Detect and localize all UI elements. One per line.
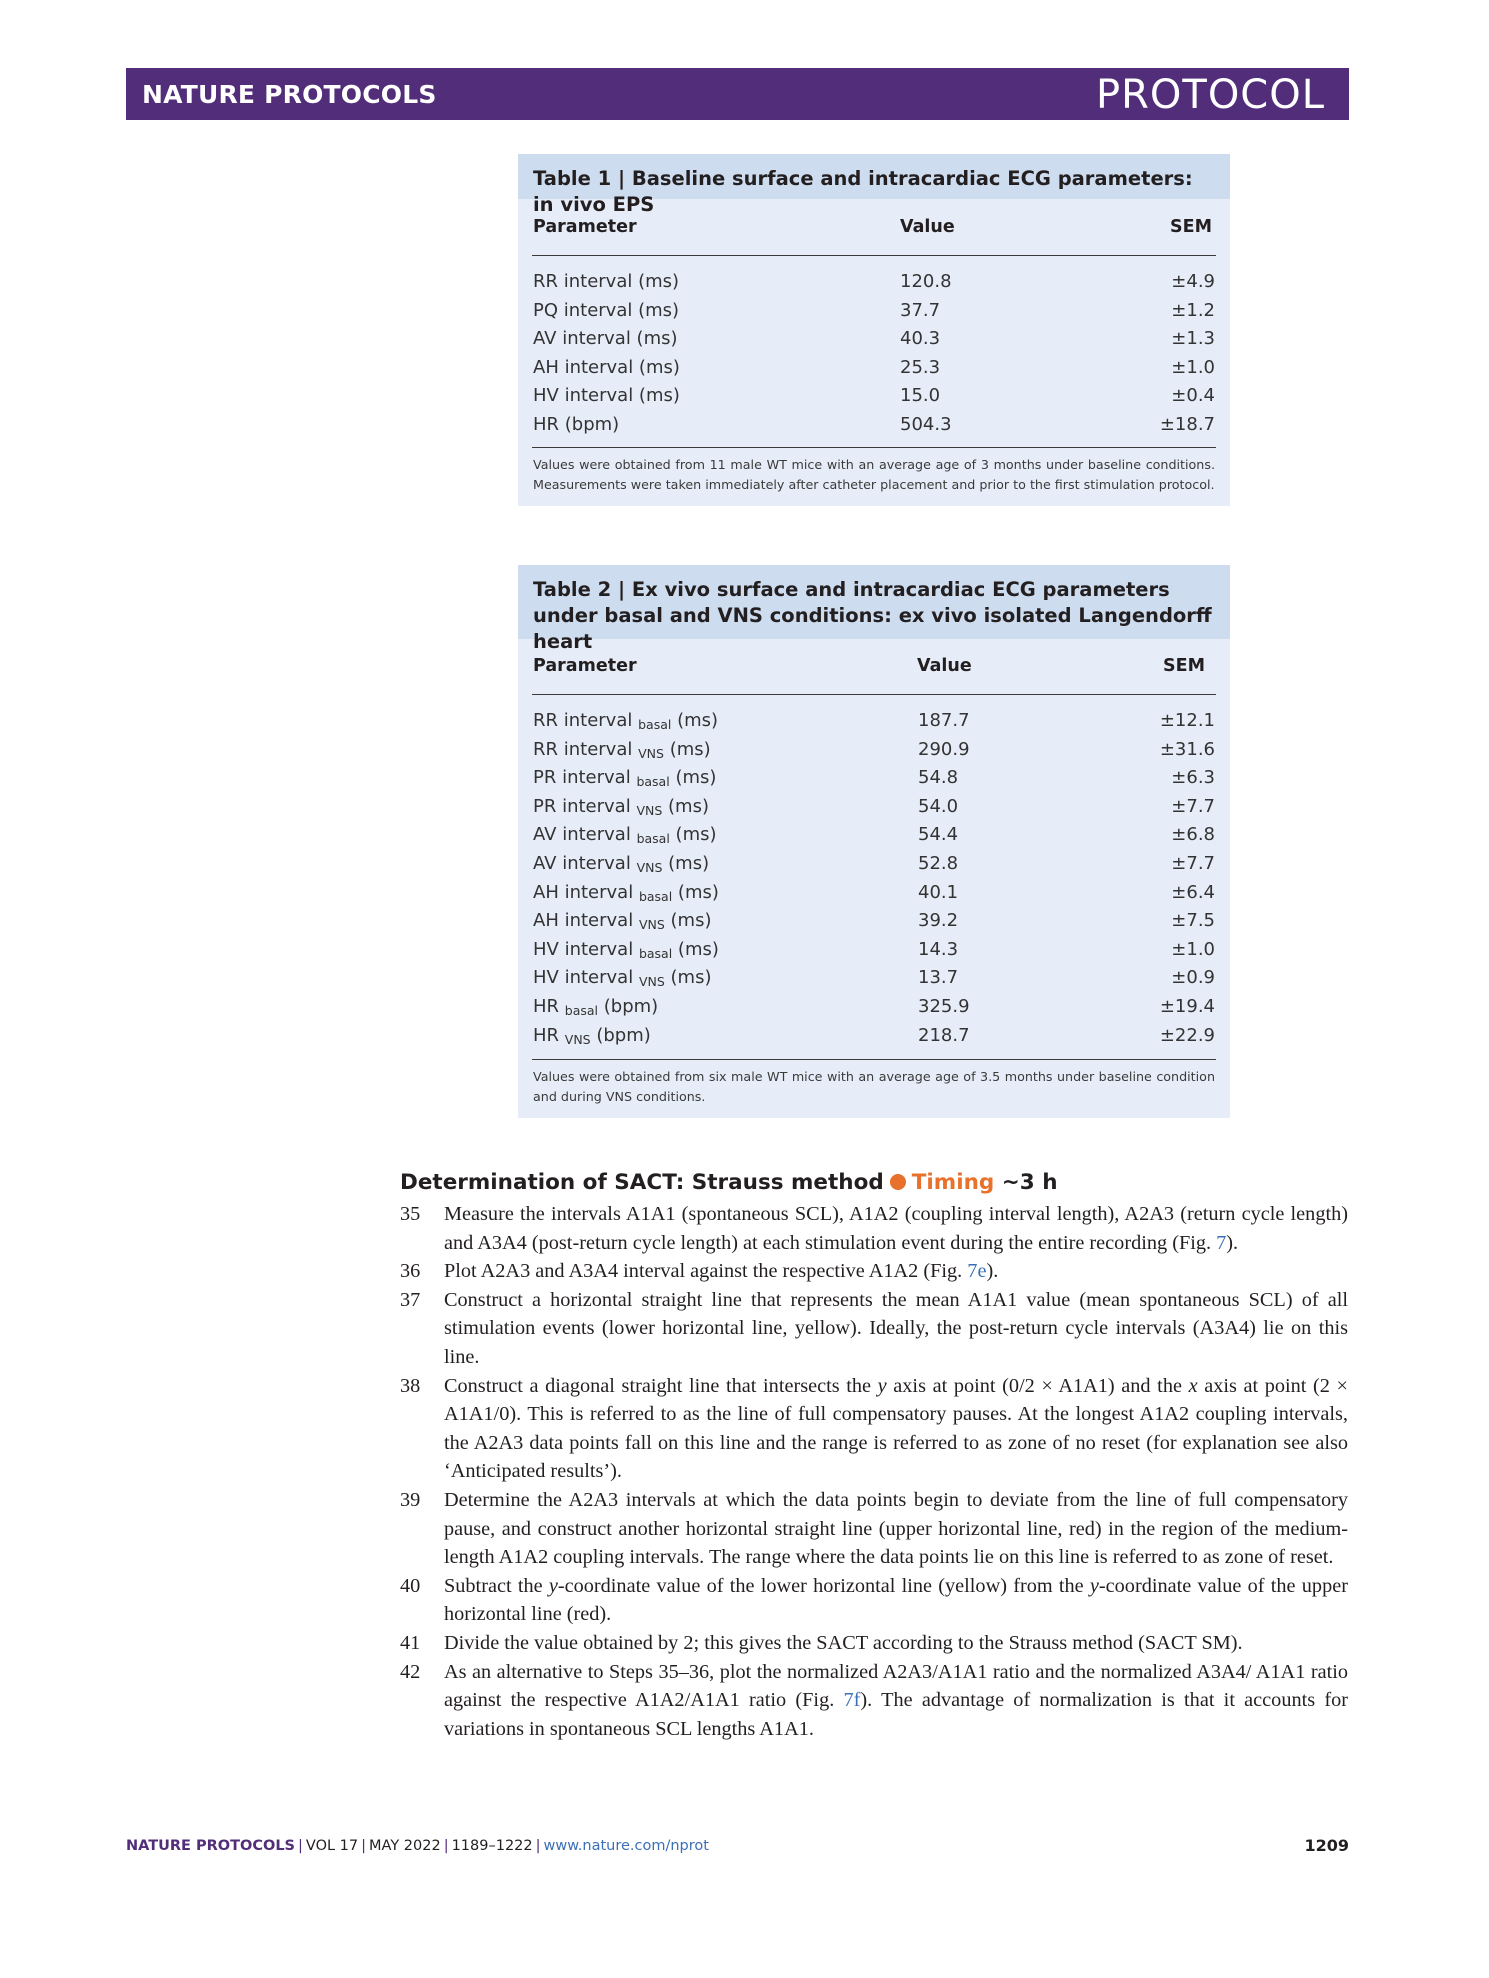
table-1-value: 40.3 — [900, 328, 941, 350]
table-2-param-name: HR — [533, 996, 560, 1017]
table-2-param-name: RR interval — [533, 738, 633, 760]
table-1-number: Table 1 | — [533, 167, 626, 190]
figure-link[interactable]: 7f — [843, 1689, 861, 1712]
table-2 — [518, 565, 1230, 1118]
table-1-parameter: PQ interval (ms) — [533, 299, 680, 321]
section-heading — [400, 1170, 1058, 1195]
table-2-param-unit: (ms) — [677, 710, 719, 731]
table-2-row — [533, 882, 1215, 910]
table-2-parameter — [533, 710, 718, 732]
procedure-step — [400, 1372, 1348, 1486]
header-banner — [126, 68, 1349, 120]
table-1-row — [533, 385, 1215, 413]
table-2-parameter — [533, 1025, 651, 1047]
table-1-value: 25.3 — [900, 356, 941, 378]
table-2-param-condition: VNS — [636, 860, 663, 875]
table-2-parameter — [533, 853, 709, 875]
step-text: ). — [1226, 1231, 1239, 1254]
table-1-sem: ±1.2 — [1171, 299, 1215, 321]
table-2-value: 40.1 — [918, 881, 959, 903]
page-number: 1209 — [1304, 1836, 1349, 1855]
step-text: Subtract the — [444, 1574, 549, 1597]
table-2-param-condition: basal — [638, 945, 673, 961]
table-1-value: 37.7 — [900, 299, 941, 321]
procedure-step — [400, 1286, 1348, 1372]
procedure-step — [400, 1572, 1348, 1629]
table-2-row — [533, 710, 1215, 738]
table-1-note: Values were obtained from 11 male WT mice with an average age of 3 months under baseline conditions. Measurements were taken immediately after catheter placement and prior to the first stimulation protocol. — [533, 457, 1215, 492]
table-2-param-condition: basal — [638, 717, 672, 732]
footer-date: MAY 2022 — [369, 1838, 441, 1854]
table-2-value: 325.9 — [918, 996, 970, 1017]
table-2-param-unit: (ms) — [670, 910, 712, 932]
table-2-param-name: RR interval — [533, 710, 633, 731]
table-2-param-name: AV interval — [533, 824, 631, 846]
step-number: 37 — [400, 1288, 421, 1311]
table-2-value: 52.8 — [918, 853, 959, 874]
table-1-title: Baseline surface and intracardiac ECG parameters: in vivo EPS — [533, 167, 1193, 216]
table-2-value: 54.8 — [918, 767, 959, 789]
table-2-param-name: AV interval — [533, 853, 631, 874]
step-number: 38 — [400, 1374, 421, 1397]
table-1-header-rule — [532, 255, 1216, 256]
step-number: 42 — [400, 1660, 421, 1683]
table-1-sem: ±1.0 — [1171, 356, 1215, 378]
table-1-parameter: AH interval (ms) — [533, 356, 680, 378]
table-2-sem: ±7.5 — [1171, 910, 1215, 932]
table-2-row — [533, 739, 1215, 767]
step-text: Construct a diagonal straight line that intersects the — [444, 1374, 878, 1397]
table-2-caption — [518, 565, 1230, 653]
table-1-row — [533, 271, 1215, 299]
table-2-param-name: PR interval — [533, 767, 631, 789]
table-2-row — [533, 939, 1215, 967]
timing-label: Timing — [911, 1170, 995, 1195]
table-2-parameter — [533, 824, 717, 846]
table-2-sem: ±7.7 — [1171, 795, 1215, 817]
figure-link[interactable]: 7e — [967, 1260, 987, 1283]
table-2-param-name: AH interval — [533, 910, 634, 932]
table-2-param-name: PR interval — [533, 795, 631, 817]
table-2-parameter — [533, 882, 719, 904]
table-2-param-condition: VNS — [638, 917, 665, 933]
step-text: -coordinate value of the lower horizontal line (yellow) from the — [557, 1574, 1090, 1597]
table-2-param-name: HV interval — [533, 967, 634, 989]
table-2-param-unit: (ms) — [677, 881, 719, 903]
table-2-param-condition: basal — [636, 831, 670, 847]
procedure-steps — [400, 1200, 1348, 1743]
table-2-param-unit: (ms) — [668, 795, 709, 817]
table-2-param-condition: VNS — [564, 1031, 591, 1047]
table-2-bottom-rule — [532, 1059, 1216, 1060]
table-2-parameter — [533, 767, 716, 789]
table-2-title: Ex vivo surface and intracardiac ECG parameters under basal and VNS conditions: ex vivo isolated Langendorff heart — [533, 578, 1212, 653]
table-2-value: 54.4 — [918, 824, 959, 846]
table-2-param-unit: (bpm) — [596, 1024, 651, 1046]
table-2-col-sem: SEM — [1163, 656, 1205, 676]
step-text: ). — [986, 1260, 999, 1283]
step-text: Measure the intervals A1A1 (spontaneous SCL), A1A2 (coupling interval length), A2A3 (return cycle length) and A3A4 (post-return cycle length) at each stimulation event during the entire recording (Fig. — [444, 1203, 1348, 1254]
table-2-value: 218.7 — [918, 1024, 970, 1046]
table-2-parameter — [533, 967, 711, 989]
table-1-sem: ±18.7 — [1159, 414, 1215, 435]
table-2-col-parameter: Parameter — [533, 656, 637, 676]
table-2-value: 290.9 — [918, 738, 970, 760]
table-2-number: Table 2 | — [533, 578, 626, 601]
table-1-parameter: RR interval (ms) — [533, 271, 680, 292]
table-2-value: 13.7 — [918, 967, 959, 989]
footer-journal: NATURE PROTOCOLS — [126, 1838, 296, 1854]
footer-volume: VOL 17 — [305, 1838, 359, 1854]
table-1-value: 120.8 — [900, 271, 952, 292]
step-text: x — [1188, 1374, 1198, 1397]
table-1-parameter: AV interval (ms) — [533, 328, 678, 350]
step-number: 35 — [400, 1203, 421, 1225]
table-2-sem: ±31.6 — [1159, 738, 1215, 760]
procedure-step — [400, 1629, 1348, 1658]
footer-pages: 1189–1222 — [451, 1838, 533, 1854]
table-2-param-unit: (ms) — [675, 767, 717, 789]
table-2-param-unit: (ms) — [669, 738, 711, 760]
article-type: PROTOCOL — [1095, 72, 1325, 118]
step-text: axis at point (0/2 × A1A1) and the — [886, 1374, 1189, 1397]
table-1-row — [533, 357, 1215, 385]
timing-dot-icon — [890, 1174, 906, 1190]
step-text: Plot A2A3 and A3A4 interval against the respective A1A2 (Fig. — [444, 1260, 968, 1283]
table-1-value: 15.0 — [900, 385, 941, 407]
table-2-param-condition: VNS — [638, 745, 664, 761]
table-1-parameter: HV interval (ms) — [533, 385, 680, 407]
table-2-param-condition: VNS — [636, 802, 663, 818]
table-2-param-condition: basal — [638, 888, 673, 904]
table-2-parameter — [533, 739, 711, 761]
table-2-parameter — [533, 796, 709, 818]
table-2-sem: ±6.4 — [1171, 881, 1215, 903]
step-text: As an alternative to Steps 35–36, plot the normalized A2A3/A1A1 ratio and the normalized A3A4/ A1A1 ratio against the respective A1A2/A1A1 ratio (Fig. — [444, 1660, 1348, 1712]
timing-value: ~3 h — [1001, 1170, 1058, 1195]
table-2-row — [533, 967, 1215, 995]
table-2-row — [533, 853, 1215, 881]
table-1-bottom-rule — [532, 447, 1216, 448]
table-2-param-condition: basal — [564, 1003, 599, 1018]
journal-name: NATURE PROTOCOLS — [142, 80, 437, 109]
table-2-note: Values were obtained from six male WT mice with an average age of 3.5 months under baseline condition and during VNS conditions. — [533, 1069, 1215, 1104]
table-2-parameter — [533, 939, 719, 961]
table-1-caption — [518, 154, 1230, 216]
step-text: y — [877, 1374, 887, 1397]
procedure-step — [400, 1257, 1348, 1286]
step-number: 41 — [400, 1631, 421, 1654]
table-2-param-unit: (bpm) — [603, 996, 659, 1017]
footer: NATURE PROTOCOLS | VOL 17 | MAY 2022 | 1189–1222 | www.nature.com/nprot — [126, 1838, 709, 1854]
table-2-col-value: Value — [917, 656, 972, 676]
table-1-row — [533, 300, 1215, 328]
table-2-value: 187.7 — [918, 710, 970, 731]
table-2-param-unit: (ms) — [677, 938, 719, 960]
step-text: y — [1089, 1574, 1099, 1597]
step-text: Divide the value obtained by 2; this gives the SACT according to the Strauss method (SACT SM). — [444, 1631, 1243, 1654]
table-2-sem: ±12.1 — [1159, 710, 1215, 731]
table-1-row — [533, 328, 1215, 356]
table-2-row — [533, 767, 1215, 795]
table-2-param-name: AH interval — [533, 881, 634, 903]
table-1-sem: ±1.3 — [1171, 328, 1215, 350]
table-2-row — [533, 824, 1215, 852]
table-2-param-unit: (ms) — [670, 967, 712, 989]
table-1-value: 504.3 — [900, 414, 952, 435]
table-1-col-value: Value — [900, 217, 955, 237]
table-2-row — [533, 910, 1215, 938]
table-2-param-name: HR — [533, 1024, 560, 1046]
table-1-parameter: HR (bpm) — [533, 414, 620, 435]
table-2-sem: ±19.4 — [1159, 996, 1215, 1017]
step-text: Determine the A2A3 intervals at which the data points begin to deviate from the line of full compensatory pause, and construct another horizontal straight line (upper horizontal line, red) in the region of the medium-length A1A2 coupling intervals. The range where the data points lie on this line is referred to as zone of reset. — [444, 1488, 1348, 1569]
step-text: ). The advantage of normalization is that it accounts for variations in spontaneous SCL lengths A1A1. — [444, 1689, 1349, 1740]
figure-link[interactable]: 7 — [1216, 1231, 1227, 1254]
table-1 — [518, 154, 1230, 506]
step-text: Construct a horizontal straight line that represents the mean A1A1 value (mean spontaneous SCL) of all stimulation events (lower horizontal line, yellow). Ideally, the post-return cycle intervals (A3A4) lie on this line. — [444, 1288, 1348, 1368]
step-number: 39 — [400, 1488, 421, 1511]
step-number: 36 — [400, 1260, 421, 1283]
step-text: -coordinate value of the upper horizontal line (red). — [444, 1574, 1348, 1626]
table-2-value: 14.3 — [918, 938, 959, 960]
table-2-param-condition: basal — [636, 774, 670, 790]
table-2-value: 39.2 — [918, 910, 959, 932]
table-2-sem: ±6.8 — [1171, 824, 1215, 846]
section-title: Determination of SACT: Strauss method — [400, 1170, 884, 1195]
table-2-sem: ±22.9 — [1159, 1024, 1215, 1046]
procedure-step — [400, 1200, 1348, 1257]
table-2-parameter — [533, 910, 711, 932]
table-2-row — [533, 1025, 1215, 1053]
procedure-step — [400, 1486, 1348, 1572]
table-2-param-unit: (ms) — [675, 824, 717, 846]
table-2-sem: ±0.9 — [1171, 967, 1215, 989]
footer-url-link[interactable]: www.nature.com/nprot — [543, 1838, 709, 1854]
table-2-param-unit: (ms) — [668, 853, 710, 874]
table-1-col-sem: SEM — [1170, 217, 1212, 237]
step-number: 40 — [400, 1574, 421, 1597]
table-2-sem: ±6.3 — [1171, 767, 1215, 789]
table-2-sem: ±1.0 — [1171, 938, 1215, 960]
table-2-value: 54.0 — [918, 795, 959, 817]
table-2-param-condition: VNS — [638, 974, 665, 990]
table-2-row — [533, 796, 1215, 824]
table-2-row — [533, 996, 1215, 1024]
table-1-row — [533, 414, 1215, 442]
step-text: axis at point (2 × A1A1/0). This is referred to as the line of full compensatory pauses. At the longest A1A2 coupling intervals, the A2A3 data points fall on this line and the range is referred to as zone of no reset (for explanation see also ‘Anticipated results’). — [444, 1374, 1348, 1483]
table-1-sem: ±0.4 — [1171, 385, 1215, 407]
table-2-parameter — [533, 996, 658, 1018]
step-text: y — [548, 1574, 558, 1597]
table-2-header-rule — [532, 694, 1216, 695]
table-2-sem: ±7.7 — [1171, 853, 1215, 874]
table-1-col-parameter: Parameter — [533, 217, 637, 237]
table-1-sem: ±4.9 — [1171, 271, 1215, 292]
procedure-step — [400, 1658, 1348, 1744]
table-2-param-name: HV interval — [533, 938, 634, 960]
